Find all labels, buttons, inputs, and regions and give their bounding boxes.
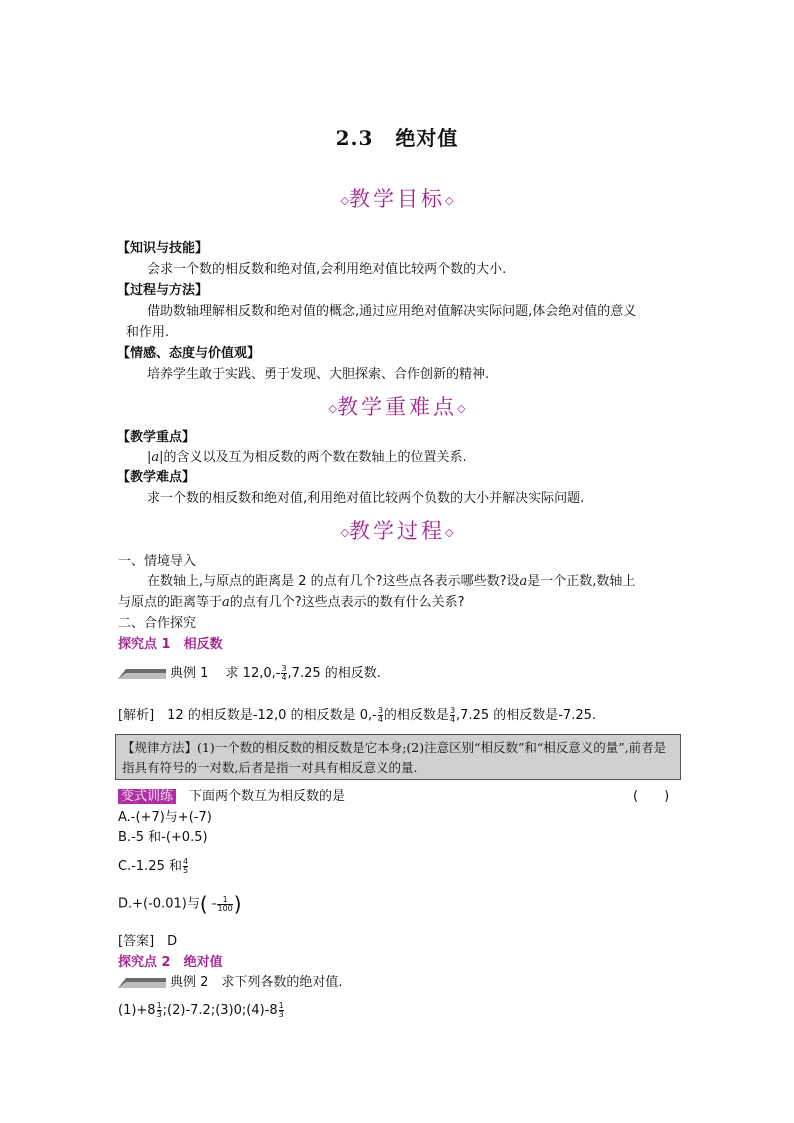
label-difficulty: 【教学难点】 <box>117 470 196 485</box>
analysis-1: [解析] 12 的相反数是-12,0 的相反数是 0,- $\frac{3}{4}$ 的相反数是 $\frac{3}{4}$ ,7.25 的相反数是-7.25. <box>118 706 597 724</box>
diamond-icon: ◇ <box>445 194 454 207</box>
diamond-icon: ◇ <box>340 194 349 207</box>
fraction: $\frac{1}{100}$ <box>217 894 233 913</box>
option-a: A.-(+7)与+(-7) <box>118 810 212 825</box>
section-heading-goals: ◇教学目标◇ <box>340 187 454 211</box>
variant-question: 变式训练 下面两个数互为相反数的是 <box>118 785 345 804</box>
example-2: 典例 2 求下列各数的绝对值. <box>118 971 343 990</box>
heading-point-2: 探究点 2 绝对值 <box>118 955 223 970</box>
diamond-icon: ◇ <box>445 526 454 539</box>
heading-intro: 一、情境导入 <box>118 554 197 569</box>
diamond-icon: ◇ <box>457 402 466 415</box>
label-focus: 【教学重点】 <box>117 430 196 445</box>
heading-cooperation: 二、合作探究 <box>118 616 197 631</box>
rule-method-box: 【规律方法】(1)一个数的相反数的相反数是它本身;(2)注意区别“相反数”和“相反意义的量”,前者是指具有符号的一对数,后者是指一对具有相反意义的量. <box>115 734 681 780</box>
example-1: 典例 1 求 12,0,- $\frac{3}{4}$ ,7.25 的相反数. <box>118 662 381 682</box>
fraction: $\frac{3}{4}$ <box>449 706 456 724</box>
fraction: $\frac{3}{4}$ <box>377 706 383 724</box>
label-process-method: 【过程与方法】 <box>117 283 209 298</box>
option-d: D.+(-0.01)与( - $\frac{1}{100}$ ) <box>118 892 242 916</box>
diamond-icon: ◇ <box>328 402 337 415</box>
text-difficulty: 求一个数的相反数和绝对值,利用绝对值比较两个负数的大小并解决实际问题. <box>147 491 585 506</box>
option-b: B.-5 和-(+0.5) <box>118 830 208 845</box>
example-marker-icon <box>118 669 166 679</box>
section-heading-process: ◇教学过程◇ <box>340 519 454 543</box>
diamond-icon: ◇ <box>340 526 349 539</box>
fraction: $\frac{4}{5}$ <box>182 857 189 875</box>
fraction: $\frac{1}{3}$ <box>156 1001 162 1019</box>
text-intro-2: 与原点的距离等于a的点有几个?这些点表示的数有什么关系? <box>118 595 465 610</box>
fraction: $\frac{3}{4}$ <box>281 664 287 682</box>
answer-1: [答案] D <box>118 934 178 949</box>
text-focus: |a|的含义以及互为相反数的两个数在数轴上的位置关系. <box>147 450 467 465</box>
text-intro-1: 在数轴上,与原点的距离是 2 的点有几个?这些点各表示哪些数?设a是一个正数,数轴上 <box>147 574 636 589</box>
text-knowledge: 会求一个数的相反数和绝对值,会利用绝对值比较两个数的大小. <box>147 262 507 277</box>
text-process-method-1: 借助数轴理解相反数和绝对值的概念,通过应用绝对值解决实际问题,体会绝对值的意义 <box>147 304 637 319</box>
text-emotion: 培养学生敢于实践、勇于发现、大胆探索、合作创新的精神. <box>147 367 490 382</box>
text-process-method-2: 和作用. <box>126 325 170 340</box>
label-knowledge: 【知识与技能】 <box>117 241 209 256</box>
example-marker-icon <box>118 978 166 988</box>
heading-point-1: 探究点 1 相反数 <box>118 637 223 652</box>
page-title: 2.3 绝对值 <box>335 126 459 150</box>
fraction: $\frac{1}{3}$ <box>278 1001 284 1019</box>
example-2-items: (1)+8 $\frac{1}{3}$ ;(2)-7.2;(3)0;(4)-8 $\frac{1}{3}$ <box>118 1001 284 1019</box>
variant-label: 变式训练 <box>118 789 176 804</box>
answer-paren: ( ) <box>633 789 670 804</box>
option-c: C.-1.25 和 $\frac{4}{5}$ <box>118 857 189 875</box>
label-emotion: 【情感、态度与价值观】 <box>117 346 261 361</box>
section-heading-key: ◇教学重难点◇ <box>328 395 466 419</box>
